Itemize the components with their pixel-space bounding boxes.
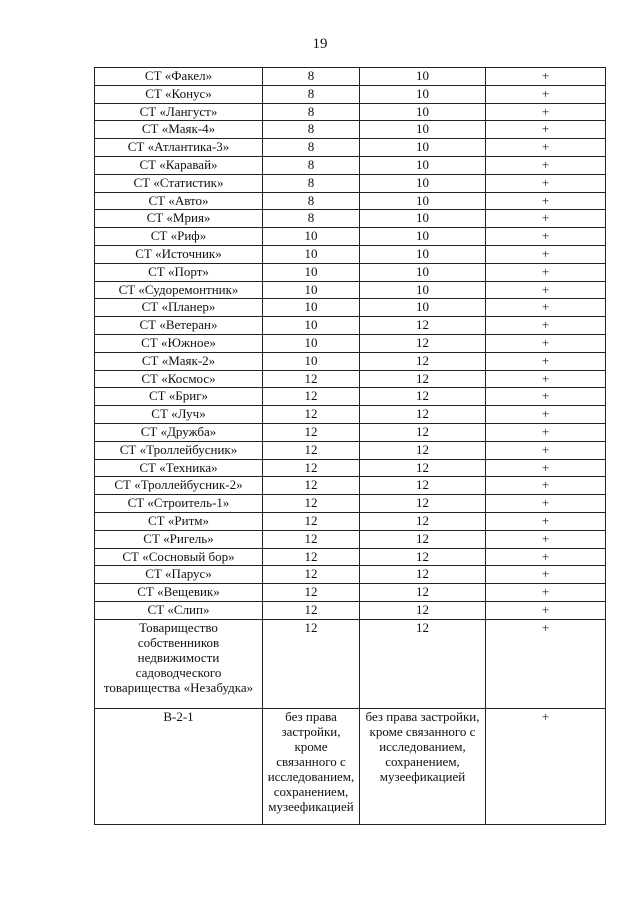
cell-value-2: 12: [360, 495, 486, 513]
cell-value-2: 12: [360, 619, 486, 708]
cell-value-2: 10: [360, 281, 486, 299]
cell-value-1: 12: [263, 370, 360, 388]
cell-name: СТ «Мрия»: [95, 210, 263, 228]
cell-value-1: 10: [263, 299, 360, 317]
cell-name: СТ «Вещевик»: [95, 584, 263, 602]
cell-value-1: 8: [263, 156, 360, 174]
cell-name: СТ «Конус»: [95, 85, 263, 103]
cell-name: СТ «Южное»: [95, 334, 263, 352]
cell-mark: +: [486, 619, 606, 708]
cell-value-1: 12: [263, 477, 360, 495]
cell-mark: +: [486, 352, 606, 370]
cell-value-1: 12: [263, 495, 360, 513]
cell-name: СТ «Лангуст»: [95, 103, 263, 121]
cell-mark: +: [486, 388, 606, 406]
cell-value-2: 10: [360, 139, 486, 157]
table-row: [95, 548, 606, 566]
cell-mark: +: [486, 459, 606, 477]
cell-value-2: 10: [360, 299, 486, 317]
table-row: [95, 192, 606, 210]
table-row: [95, 299, 606, 317]
cell-value-2: 12: [360, 334, 486, 352]
cell-name: СТ «Маяк-2»: [95, 352, 263, 370]
cell-name: СТ «Ветеран»: [95, 317, 263, 335]
cell-value-2: 12: [360, 512, 486, 530]
table-row: [95, 317, 606, 335]
table-row: [95, 263, 606, 281]
cell-mark: +: [486, 156, 606, 174]
cell-name: СТ «Факел»: [95, 68, 263, 86]
cell-value-2: 10: [360, 174, 486, 192]
cell-mark: +: [486, 228, 606, 246]
cell-mark: +: [486, 495, 606, 513]
page-number: 19: [312, 36, 328, 52]
table-row-v-2-1: [95, 708, 606, 824]
cell-value-1: 10: [263, 263, 360, 281]
table-row: [95, 121, 606, 139]
cell-mark: +: [486, 317, 606, 335]
cell-name: СТ «Бриг»: [95, 388, 263, 406]
table-row: [95, 584, 606, 602]
cell-value-1: 12: [263, 619, 360, 708]
cell-value-1: 8: [263, 192, 360, 210]
cell-value-1: 8: [263, 210, 360, 228]
cell-mark: +: [486, 584, 606, 602]
cell-value-1: 12: [263, 530, 360, 548]
table-row: [95, 601, 606, 619]
table-row: [95, 228, 606, 246]
cell-value-2: без права застройки, кроме связанного с исследованием, сохранением, музеефикацией: [360, 708, 486, 824]
cell-name: СТ «Парус»: [95, 566, 263, 584]
cell-value-2: 12: [360, 441, 486, 459]
cell-mark: +: [486, 423, 606, 441]
cell-name: СТ «Каравай»: [95, 156, 263, 174]
table-row: [95, 245, 606, 263]
table-row: [95, 103, 606, 121]
cell-name: СТ «Луч»: [95, 406, 263, 424]
cell-name: В-2-1: [95, 708, 263, 824]
cell-name: СТ «Космос»: [95, 370, 263, 388]
table-row: [95, 406, 606, 424]
cell-mark: +: [486, 370, 606, 388]
cell-value-1: 12: [263, 512, 360, 530]
cell-value-2: 12: [360, 584, 486, 602]
cell-mark: +: [486, 192, 606, 210]
table-row: [95, 85, 606, 103]
cell-value-2: 12: [360, 601, 486, 619]
table-row: [95, 370, 606, 388]
cell-value-1: 8: [263, 103, 360, 121]
table-row: [95, 441, 606, 459]
table-row: [95, 566, 606, 584]
cell-value-2: 12: [360, 352, 486, 370]
cell-mark: +: [486, 548, 606, 566]
cell-value-2: 10: [360, 121, 486, 139]
cell-value-2: 10: [360, 103, 486, 121]
table-row: [95, 68, 606, 86]
cell-name: СТ «Сосновый бор»: [95, 548, 263, 566]
cell-value-2: 12: [360, 370, 486, 388]
cell-mark: +: [486, 139, 606, 157]
cell-value-2: 12: [360, 388, 486, 406]
cell-name: СТ «Источник»: [95, 245, 263, 263]
cell-mark: +: [486, 103, 606, 121]
table-row: [95, 156, 606, 174]
cell-mark: +: [486, 210, 606, 228]
cell-value-2: 10: [360, 156, 486, 174]
cell-mark: +: [486, 601, 606, 619]
cell-name: Товарищество собственников недвижимости садоводческого товарищества «Незабудка»: [95, 619, 263, 708]
cell-name: СТ «Маяк-4»: [95, 121, 263, 139]
cell-value-1: 12: [263, 459, 360, 477]
cell-mark: +: [486, 85, 606, 103]
table-row: [95, 334, 606, 352]
cell-value-1: 10: [263, 281, 360, 299]
cell-value-2: 12: [360, 423, 486, 441]
cell-mark: +: [486, 530, 606, 548]
table-row: [95, 495, 606, 513]
table-row: [95, 281, 606, 299]
cell-name: СТ «Судоремонтник»: [95, 281, 263, 299]
cell-mark: +: [486, 281, 606, 299]
cell-value-2: 10: [360, 192, 486, 210]
cell-value-1: 12: [263, 548, 360, 566]
cell-value-2: 12: [360, 530, 486, 548]
cell-value-1: 10: [263, 317, 360, 335]
cell-value-2: 10: [360, 263, 486, 281]
table-row: [95, 459, 606, 477]
cell-mark: +: [486, 334, 606, 352]
cell-value-1: 12: [263, 441, 360, 459]
land-use-table: [94, 67, 606, 825]
cell-name: СТ «Дружба»: [95, 423, 263, 441]
cell-mark: +: [486, 68, 606, 86]
cell-value-2: 10: [360, 85, 486, 103]
cell-name: СТ «Порт»: [95, 263, 263, 281]
table-body: [95, 68, 606, 825]
cell-mark: +: [486, 441, 606, 459]
cell-value-1: 10: [263, 228, 360, 246]
cell-mark: +: [486, 121, 606, 139]
cell-value-2: 12: [360, 406, 486, 424]
cell-value-1: 8: [263, 85, 360, 103]
cell-value-2: 12: [360, 317, 486, 335]
cell-name: СТ «Слип»: [95, 601, 263, 619]
cell-value-1: 8: [263, 139, 360, 157]
cell-value-2: 10: [360, 228, 486, 246]
cell-name: СТ «Планер»: [95, 299, 263, 317]
cell-name: СТ «Ритм»: [95, 512, 263, 530]
cell-value-1: 12: [263, 584, 360, 602]
cell-mark: +: [486, 245, 606, 263]
table-row: [95, 139, 606, 157]
cell-value-1: 10: [263, 352, 360, 370]
cell-name: СТ «Статистик»: [95, 174, 263, 192]
cell-value-1: 12: [263, 601, 360, 619]
table-row: [95, 477, 606, 495]
cell-value-1: 12: [263, 388, 360, 406]
cell-mark: +: [486, 406, 606, 424]
cell-name: СТ «Атлантика-3»: [95, 139, 263, 157]
table-row: [95, 210, 606, 228]
cell-mark: +: [486, 512, 606, 530]
cell-name: СТ «Троллейбусник-2»: [95, 477, 263, 495]
cell-name: СТ «Техника»: [95, 459, 263, 477]
cell-mark: +: [486, 174, 606, 192]
cell-name: СТ «Ригель»: [95, 530, 263, 548]
table-row: [95, 530, 606, 548]
table-row: [95, 174, 606, 192]
cell-name: СТ «Риф»: [95, 228, 263, 246]
cell-name: СТ «Авто»: [95, 192, 263, 210]
cell-value-1: 8: [263, 174, 360, 192]
cell-value-2: 12: [360, 548, 486, 566]
table-row: [95, 512, 606, 530]
cell-value-2: 12: [360, 566, 486, 584]
cell-value-1: 12: [263, 423, 360, 441]
cell-value-2: 12: [360, 477, 486, 495]
table-row: [95, 352, 606, 370]
cell-mark: +: [486, 263, 606, 281]
cell-name: СТ «Строитель-1»: [95, 495, 263, 513]
cell-mark: +: [486, 708, 606, 824]
cell-value-2: 12: [360, 459, 486, 477]
cell-value-1: 10: [263, 334, 360, 352]
cell-value-2: 10: [360, 210, 486, 228]
cell-value-1: 10: [263, 245, 360, 263]
table-row: [95, 388, 606, 406]
cell-value-2: 10: [360, 245, 486, 263]
cell-value-1: без права застройки, кроме связанного с исследованием, сохранением, музеефикацией: [263, 708, 360, 824]
cell-value-2: 10: [360, 68, 486, 86]
cell-value-1: 8: [263, 121, 360, 139]
cell-value-1: 12: [263, 406, 360, 424]
cell-mark: +: [486, 299, 606, 317]
table-row: [95, 423, 606, 441]
cell-value-1: 12: [263, 566, 360, 584]
cell-mark: +: [486, 477, 606, 495]
cell-name: СТ «Троллейбусник»: [95, 441, 263, 459]
table-row-nezabudka: [95, 619, 606, 708]
cell-value-1: 8: [263, 68, 360, 86]
cell-mark: +: [486, 566, 606, 584]
